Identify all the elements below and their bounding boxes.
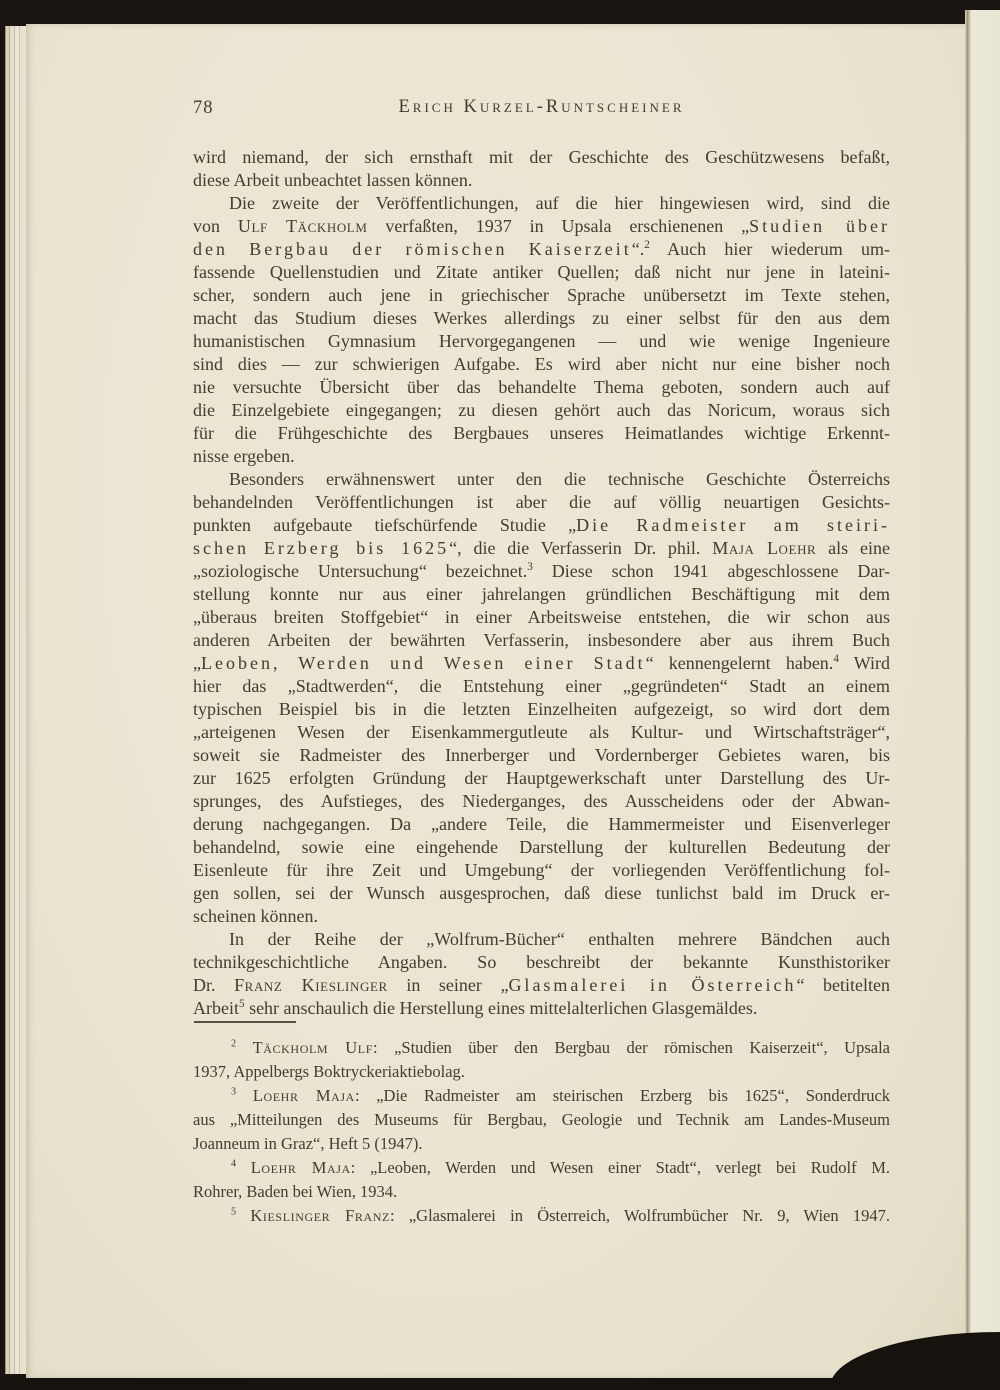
text-segment: : „Glasmalerei in Österreich, Wolfrumbücher Nr. 9, Wien 1947. bbox=[389, 1206, 890, 1225]
text-segment: aus „Mitteilungen des Museums für Bergbau, Geologie und Technik am Landes-Museum bbox=[193, 1110, 890, 1129]
text-segment bbox=[236, 1206, 250, 1225]
text-segment-sup: 2 bbox=[231, 1038, 237, 1050]
text-segment: behandelnden Veröffentlichungen ist aber die auf völlig neuartigen Gesichts- bbox=[193, 492, 890, 512]
text-segment: : „Leoben, Werden und Wesen einer Stadt“, verlegt bei Rudolf M. bbox=[350, 1158, 891, 1177]
text-segment-sup: 3 bbox=[231, 1086, 237, 1098]
footnote-line bbox=[193, 1084, 890, 1108]
adjacent-page-edge bbox=[971, 10, 1000, 1362]
text-line bbox=[193, 468, 890, 491]
text-segment: hier das „Stadtwerden“, die Entstehung einer „gegründeten“ Stadt an einem bbox=[193, 676, 890, 696]
footnote-line bbox=[193, 1108, 890, 1132]
footnotes bbox=[193, 1036, 890, 1228]
text-segment: “ kennengelernt haben. bbox=[645, 653, 834, 673]
text-line bbox=[193, 146, 890, 169]
text-line bbox=[193, 514, 890, 537]
text-segment: “, die die Verfasserin Dr. phil. bbox=[449, 538, 713, 558]
text-segment: diese Arbeit unbeachtet lassen können. bbox=[193, 170, 473, 190]
text-line bbox=[193, 399, 890, 422]
text-segment-sup: 5 bbox=[231, 1206, 237, 1218]
text-line bbox=[193, 974, 890, 997]
text-segment: Wird bbox=[838, 653, 890, 673]
text-segment: Joanneum in Graz“, Heft 5 (1947). bbox=[193, 1134, 423, 1153]
text-segment: : „Die Radmeister am steirischen Erzberg bis 1625“, Sonderdruck bbox=[354, 1086, 891, 1105]
text-line bbox=[193, 422, 890, 445]
footnote-line bbox=[193, 1204, 890, 1228]
footnote-line bbox=[193, 1180, 890, 1204]
text-segment: “. bbox=[631, 239, 645, 259]
text-line bbox=[193, 675, 890, 698]
text-segment-sup: 3 bbox=[527, 561, 533, 573]
text-segment-sc: Kieslinger Franz bbox=[250, 1206, 390, 1225]
book-page-stack-edge bbox=[5, 26, 26, 1374]
page-number: 78 bbox=[193, 98, 214, 118]
text-line bbox=[193, 560, 890, 583]
text-segment-sc: Franz Kieslinger bbox=[234, 975, 388, 995]
text-segment: Rohrer, Baden bei Wien, 1934. bbox=[193, 1182, 398, 1201]
text-line bbox=[193, 606, 890, 629]
text-line bbox=[193, 376, 890, 399]
text-segment-sp: Glasmalerei in Österreich bbox=[508, 975, 797, 995]
text-line bbox=[193, 537, 890, 560]
text-segment: Diese schon 1941 abgeschlossene Dar- bbox=[532, 561, 890, 581]
text-line bbox=[193, 744, 890, 767]
text-segment: technikgeschichtliche Angaben. So beschreibt der bekannte Kunsthistoriker bbox=[193, 952, 890, 972]
text-segment: zur 1625 erfolgten Gründung der Hauptgewerkschaft unter Darstellung des Ur- bbox=[193, 768, 890, 788]
text-line bbox=[193, 445, 890, 468]
text-line bbox=[193, 997, 890, 1020]
text-line bbox=[193, 330, 890, 353]
text-segment-sup: 2 bbox=[644, 239, 650, 251]
text-line bbox=[193, 905, 890, 928]
text-segment: punkten aufgebaute tiefschürfende Studie „ bbox=[193, 515, 577, 535]
body-text bbox=[193, 146, 890, 1020]
text-line bbox=[193, 192, 890, 215]
text-line bbox=[193, 859, 890, 882]
text-segment: fassende Quellenstudien und Zitate antiker Quellen; daß nicht nur jene in lateini- bbox=[193, 262, 890, 282]
text-segment: macht das Studium dieses Werkes allerdings zu einer selbst für den aus dem bbox=[193, 308, 890, 328]
text-segment-sc: Ulf Täckholm bbox=[237, 216, 368, 236]
text-segment: anderen Arbeiten der bewährten Verfasserin, insbesondere aber aus ihrem Buch bbox=[193, 630, 890, 650]
text-segment: für die Frühgeschichte des Bergbaues unseres Heimatlandes wichtige Erkennt- bbox=[193, 423, 890, 443]
text-segment bbox=[236, 1038, 253, 1057]
text-segment: In der Reihe der „Wolfrum-Bücher“ enthalten mehrere Bändchen auch bbox=[229, 929, 890, 949]
text-segment: verfaßten, 1937 in Upsala erschienenen „ bbox=[367, 216, 750, 236]
text-line bbox=[193, 583, 890, 606]
text-segment: als eine bbox=[816, 538, 890, 558]
text-segment-sc: Loehr Maja bbox=[250, 1158, 351, 1177]
footnote-separator-rule bbox=[194, 1021, 296, 1023]
text-line bbox=[193, 767, 890, 790]
text-line bbox=[193, 307, 890, 330]
text-line bbox=[193, 353, 890, 376]
running-head bbox=[193, 97, 890, 123]
text-line bbox=[193, 629, 890, 652]
paragraph bbox=[193, 192, 890, 468]
footnote-line bbox=[193, 1060, 890, 1084]
text-segment: typischen Beispiel bis in die letzten Einzelheiten aufgezeigt, so wird dort dem bbox=[193, 699, 890, 719]
text-segment: scher, sondern auch jene in griechischer Sprache unübersetzt im Texte stehen, bbox=[193, 285, 890, 305]
paragraph bbox=[193, 468, 890, 928]
text-segment: „überaus breiten Stoffgebiet“ in einer Arbeitsweise entstehen, die wir schon aus bbox=[193, 607, 890, 627]
text-line bbox=[193, 813, 890, 836]
text-segment: nisse ergeben. bbox=[193, 446, 295, 466]
text-line bbox=[193, 721, 890, 744]
text-segment bbox=[236, 1086, 253, 1105]
text-segment-sp: Leoben, Werden und Wesen einer Stadt bbox=[201, 653, 646, 673]
text-segment: Besonders erwähnenswert unter den die technische Geschichte Österreichs bbox=[229, 469, 890, 489]
text-line bbox=[193, 169, 890, 192]
text-segment bbox=[236, 1158, 251, 1177]
text-segment: wird niemand, der sich ernsthaft mit der Geschichte des Geschützwesens befaßt, bbox=[193, 147, 890, 167]
text-line bbox=[193, 951, 890, 974]
text-segment: Die zweite der Veröffentlichungen, auf die hier hingewiesen wird, sind die bbox=[229, 193, 890, 213]
text-segment-sp: schen Erzberg bis 1625 bbox=[193, 538, 450, 558]
text-segment: stellung konnte nur aus einer jahrelangen gründlichen Beschäftigung mit dem bbox=[193, 584, 890, 604]
text-segment-sc: Maja Loehr bbox=[712, 538, 817, 558]
text-line bbox=[193, 491, 890, 514]
text-segment: scheinen können. bbox=[193, 906, 318, 926]
text-segment: nie versuchte Übersicht über das behandelte Thema geboten, sondern auch auf bbox=[193, 377, 890, 397]
text-segment-sp: Die Radmeister am steiri- bbox=[576, 515, 890, 535]
text-line bbox=[193, 284, 890, 307]
text-segment: die Einzelgebiete eingegangen; zu diesen gehört auch das Noricum, woraus sich bbox=[193, 400, 890, 420]
paragraph bbox=[193, 146, 890, 192]
text-segment: sind dies — zur schwierigen Aufgabe. Es wird aber nicht nur eine bisher noch bbox=[193, 354, 890, 374]
text-segment-sp: den Bergbau der römischen Kaiserzeit bbox=[193, 239, 632, 259]
text-line bbox=[193, 215, 890, 238]
text-line bbox=[193, 836, 890, 859]
text-segment: sehr anschaulich die Herstellung eines mittelalterlichen Glasgemäldes. bbox=[244, 998, 758, 1018]
text-segment-sup: 4 bbox=[833, 653, 839, 665]
paragraph bbox=[193, 928, 890, 1020]
text-segment: derung nachgegangen. Da „andere Teile, die Hammermeister und Eisenverleger bbox=[193, 814, 890, 834]
text-segment-sp: Studien über bbox=[749, 216, 890, 236]
text-line bbox=[193, 261, 890, 284]
text-segment: von bbox=[193, 216, 238, 236]
text-segment: : „Studien über den Bergbau der römischen Kaiserzeit“, Upsala bbox=[372, 1038, 890, 1057]
text-segment: “ betitelten bbox=[796, 975, 891, 995]
text-line bbox=[193, 790, 890, 813]
text-segment: gen sollen, sei der Wunsch ausgesprochen, daß diese tunlichst bald im Druck er- bbox=[193, 883, 890, 903]
text-segment: sprunges, des Aufstieges, des Niederganges, des Ausscheidens oder der Abwan- bbox=[193, 791, 890, 811]
text-segment-sup: 5 bbox=[238, 998, 245, 1010]
text-segment: Auch hier wiederum um- bbox=[649, 239, 890, 259]
text-segment: Dr. bbox=[193, 975, 235, 995]
text-segment: Eisenleute für ihre Zeit und Umgebung“ der vorliegenden Veröffentlichung fol- bbox=[193, 860, 890, 880]
text-segment: in seiner „ bbox=[387, 975, 509, 995]
text-segment: 1937, Appelbergs Boktryckeriaktiebolag. bbox=[193, 1062, 465, 1081]
text-line bbox=[193, 882, 890, 905]
text-segment-sc: Loehr Maja bbox=[252, 1086, 355, 1105]
text-segment-sup: 4 bbox=[231, 1158, 237, 1170]
text-line bbox=[193, 698, 890, 721]
text-segment: „soziologische Untersuchung“ bezeichnet. bbox=[193, 561, 528, 581]
running-header-title: Erich Kurzel-Runtscheiner bbox=[398, 97, 685, 117]
text-segment-sc: Täckholm Ulf bbox=[252, 1038, 373, 1057]
footnote-line bbox=[193, 1132, 890, 1156]
text-segment: „arteigenen Wesen der Eisenkammergutleute als Kultur- und Wirtschaftsträger“, bbox=[193, 722, 890, 742]
text-segment: behandelnd, sowie eine eingehende Darstellung der kulturellen Bedeutung der bbox=[193, 837, 890, 857]
text-line bbox=[193, 238, 890, 261]
footnote-line bbox=[193, 1036, 890, 1060]
footnote-line bbox=[193, 1156, 890, 1180]
text-segment: „ bbox=[193, 653, 201, 673]
text-segment: soweit sie Radmeister des Innerberger und Vordernberger Gebietes waren, bis bbox=[193, 745, 890, 765]
text-segment: humanistischen Gymnasium Hervorgegangenen — und wie wenige Ingenieure bbox=[193, 331, 890, 351]
text-line bbox=[193, 928, 890, 951]
text-line bbox=[193, 652, 890, 675]
text-segment: Arbeit bbox=[193, 998, 239, 1018]
